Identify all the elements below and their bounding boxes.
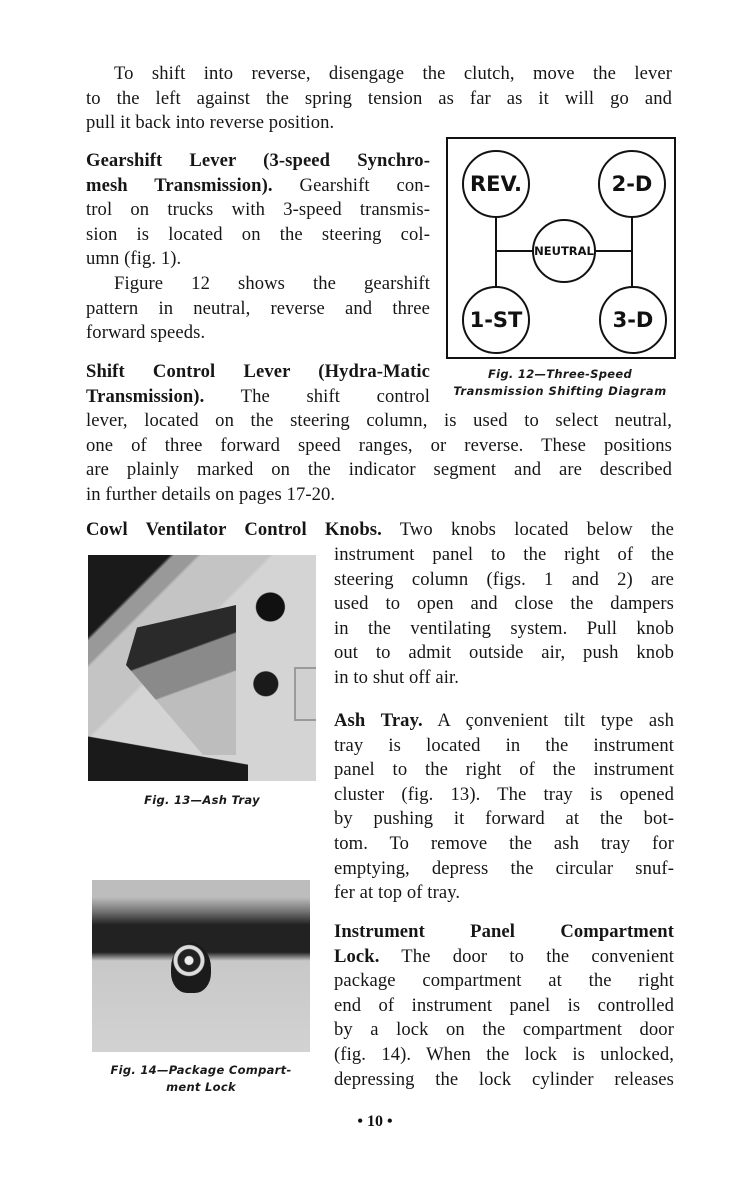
text-line: tray is located in the instrument [334,734,674,756]
ash-tray-photo [88,555,316,781]
shift-control-section [86,360,672,508]
text-line: pull it back into reverse position. [86,112,335,134]
text-line: by a lock on the compartment door [334,1019,674,1041]
compartment-lock-section [334,920,674,1092]
text-line: To shift into reverse, disengage the clutch, move the lever [114,63,672,84]
text-line: Transmission). The shift control [86,385,430,407]
ash-tray-heading: Ash Tray. [334,710,423,731]
text-line: out to admit outside air, push knob [334,642,674,664]
text-line: one of three forward speed ranges, or reverse. These positions [86,434,672,456]
lock-cylinder-shape [171,943,211,993]
text-line [86,360,430,385]
gearshift-heading-cont: mesh Transmission). [86,174,273,196]
text-line: by pushing it forward at the bot- [334,808,674,830]
text-line: cluster (fig. 13). The tray is opened [334,783,674,805]
text-line: trol on trucks with 3-speed transmis- [86,199,430,221]
text-line: instrument panel to the right of the [334,544,674,565]
gear-position-first: 1-ST [462,286,530,354]
gearshift-section [86,149,430,346]
text-line: to the left against the spring tension as far as it will go and [86,87,672,109]
text-line: pattern in neutral, reverse and three [86,297,430,319]
compartment-lock-heading: Instrument Panel Compartment [334,921,674,942]
text-line: forward speeds. [86,322,206,344]
text-line: steering column (figs. 1 and 2) are [334,568,674,590]
figure-12-caption: Fig. 12—Three-Speed Transmission Shifting Diagram [453,367,667,398]
gear-position-neutral: NEUTRAL [532,219,596,283]
text-line: Cowl Ventilator Control Knobs. Two knobs located below the [86,519,674,540]
text-line: fer at top of tray. [334,882,461,904]
text-line: Ash Tray. A çonvenient tilt type ash [334,710,674,731]
text-line: in further details on pages 17-20. [86,483,336,505]
gear-position-second: 2-D [598,150,666,218]
text-line: umn (fig. 1). [86,248,182,270]
shift-control-heading: Shift Control Lever (Hydra-Matic [86,361,430,382]
shifting-diagram [446,137,676,359]
gear-position-reverse: REV. [462,150,530,218]
text-line: are plainly marked on the indicator segment and are described [86,459,672,481]
text-line: mesh Transmission). Gearshift con- [86,174,430,196]
text-line: Figure 12 shows the gearshift [114,272,430,294]
text-line [334,920,674,945]
text-line: used to open and close the dampers [334,593,674,615]
ash-tray-section [334,709,674,906]
text-line: tom. To remove the ash tray for [334,832,674,854]
gearshift-heading: Gearshift Lever (3-speed Synchro- [86,150,430,171]
cowl-ventilator-heading: Cowl Ventilator Control Knobs. [86,519,382,540]
text-line: sion is located on the steering col- [86,223,430,245]
text-line: emptying, depress the circular snuf- [334,857,674,879]
compartment-lock-photo [92,880,310,1052]
text-line: depressing the lock cylinder releases [334,1068,674,1090]
text-line: panel to the right of the instrument [334,759,674,781]
cowl-ventilator-section [86,518,674,543]
text-line: in to shut off air. [334,666,459,688]
figure-13-caption: Fig. 13—Ash Tray [144,793,260,807]
cowl-ventilator-body [334,543,674,691]
text-line: in the ventilating system. Pull knob [334,617,674,639]
text-line: package compartment at the right [334,970,674,992]
intro-paragraph [86,62,672,136]
text-line: (fig. 14). When the lock is unlocked, [334,1043,674,1065]
text-line: lever, located on the steering column, is used to select neutral, [86,410,672,432]
text-line: end of instrument panel is controlled [334,994,674,1016]
page-number: • 10 • [357,1113,393,1130]
gear-position-third: 3-D [599,286,667,354]
text-line: Lock. The door to the convenient [334,945,674,967]
figure-14-caption: Fig. 14—Package Compart- ment Lock [110,1063,292,1094]
